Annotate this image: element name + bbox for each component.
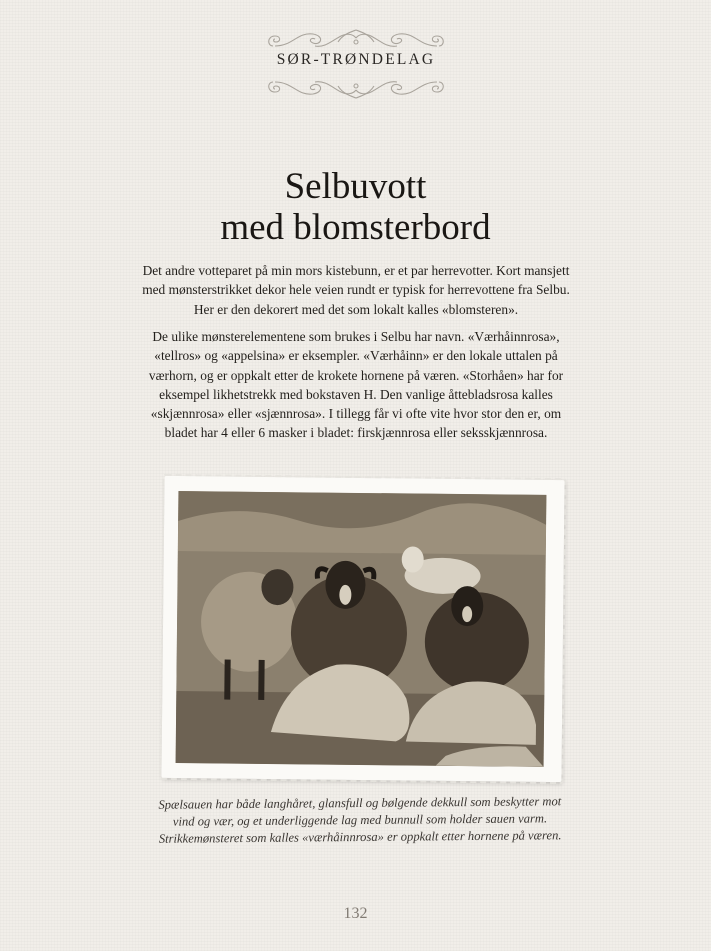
title-line-1: Selbuvott bbox=[284, 166, 427, 207]
body-paragraph-1: Det andre votteparet på min mors kistebunn, er et par herrevotter. Kort mansjett med mønsterstrikket dekor hele veien rundt er typisk for herrevottene fra Selbu. Her er den dekorert med det som lokalt kalles «blomsteren». bbox=[142, 263, 570, 317]
page-number: 132 bbox=[343, 905, 368, 922]
header-ornament bbox=[263, 28, 449, 100]
flourish-ornament-icon bbox=[263, 78, 449, 100]
sheep-photo bbox=[176, 491, 547, 767]
sheep-photo-illustration bbox=[176, 491, 547, 767]
body-paragraph-2: De ulike mønsterelementene som brukes i Selbu har navn. «Værhåinnrosa», «tellros» og «appelsina» er eksempler. «Værhåinn» er den lokale uttalen på værhorn, og er oppkalt etter de krokete hornene på væren. «Storhåen» har for eksempel likhetstrekk med bokstaven H. Den vanlige åttebladsrosa kalles «skjænnrosa» eller «sjænnrosa». I tillegg får vi ofte vite hvor stor den er, om bladet har 4 eller 6 masker i bladet: firskjænnrosa eller seksskjænnrosa. bbox=[148, 329, 564, 441]
region-label: SØR-TRØNDELAG bbox=[276, 51, 436, 68]
photo-frame bbox=[161, 476, 564, 782]
article-title bbox=[0, 166, 711, 248]
title-line-2: med blomsterbord bbox=[220, 207, 491, 248]
flourish-ornament-icon bbox=[263, 28, 449, 50]
photo-caption: Spælsauen har både langhåret, glansfull og bølgende dekkull som beskytter mot vind og vær, og et underliggende lag med bunnull som holder sauen varm. Strikkemønsteret som kalles «værhåinnrosa» er oppkalt etter hornene på væren. bbox=[158, 794, 562, 846]
